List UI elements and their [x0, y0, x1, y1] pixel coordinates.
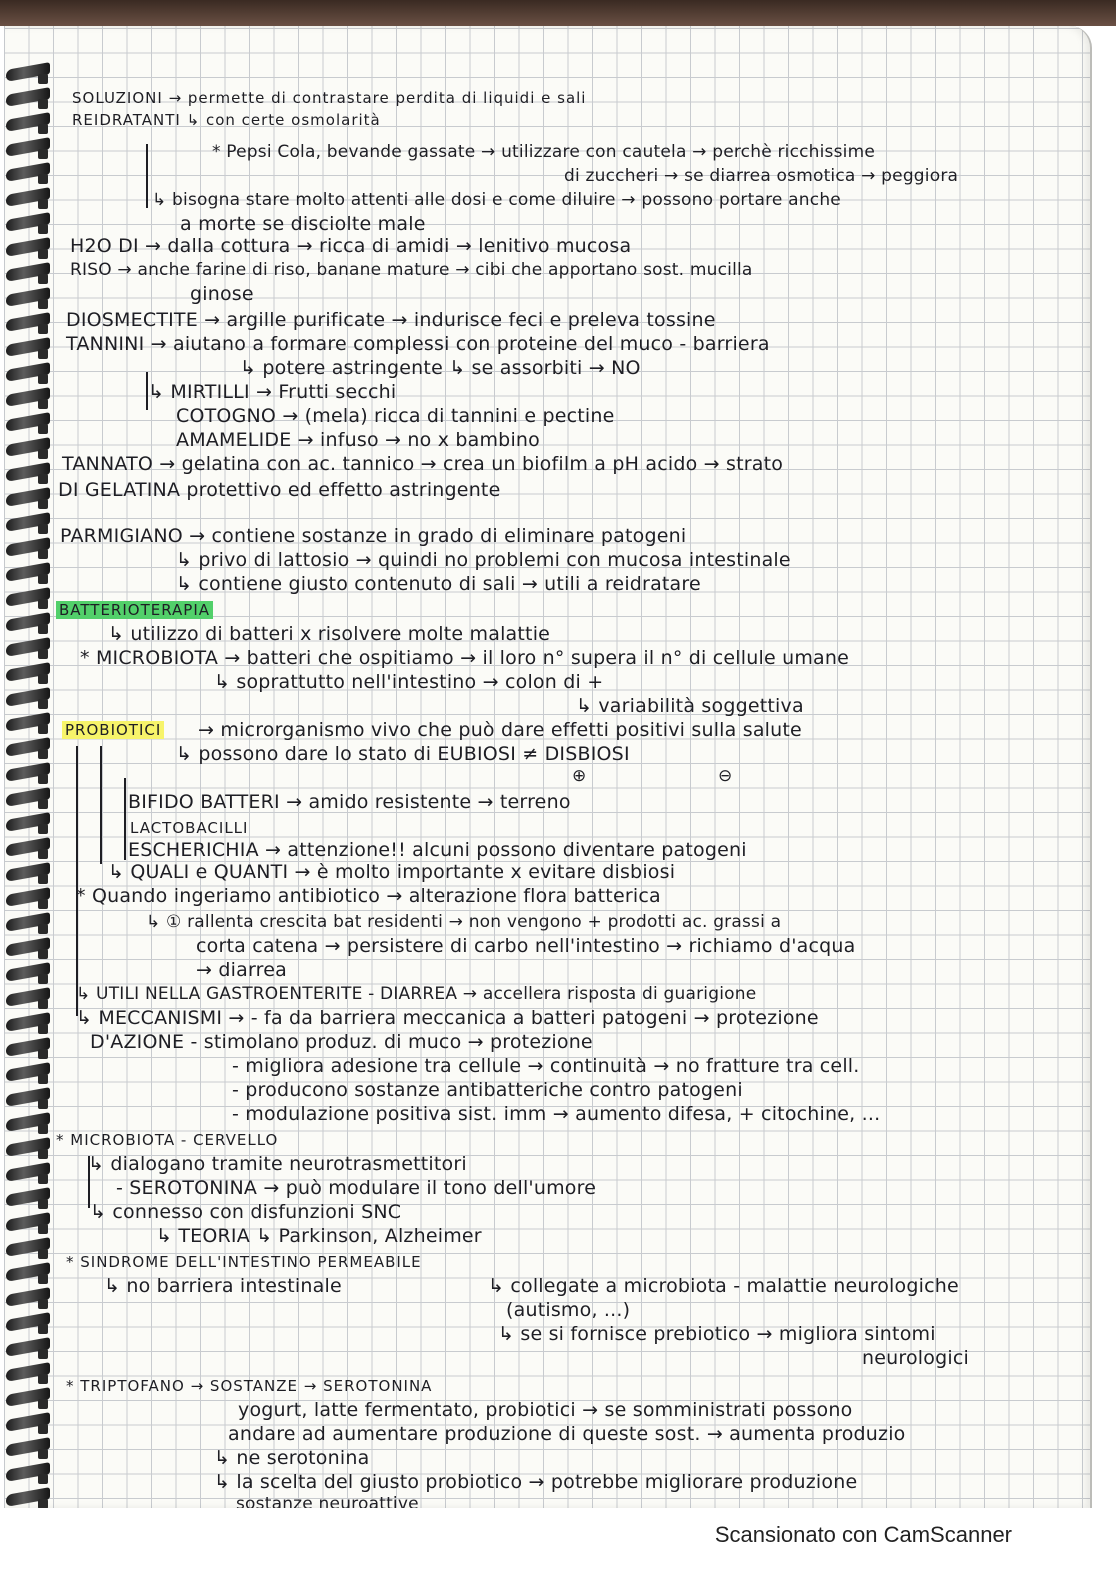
- bracket-line: [146, 144, 148, 208]
- note-line: ESCHERICHIA → attenzione!! alcuni possono diventare patogeni: [128, 839, 747, 861]
- note-line: ↳ bisogna stare molto attenti alle dosi e come diluire → possono portare anche: [152, 190, 841, 210]
- binding-hole: [38, 999, 48, 1009]
- note-line: REIDRATANTI ↳ con certe osmolarità: [72, 111, 381, 129]
- scanner-watermark: Scansionato con CamScanner: [714, 1522, 1012, 1547]
- binding-hole: [38, 799, 48, 809]
- note-line: andare ad aumentare produzione di queste sost. → aumenta produzio: [228, 1423, 906, 1445]
- note-line: ↳ la scelta del giusto probiotico → potrebbe migliorare produzione: [214, 1471, 858, 1493]
- binding-hole: [38, 474, 48, 484]
- binding-hole: [38, 774, 48, 784]
- note-line: RISO → anche farine di riso, banane mature → cibi che apportano sost. mucilla: [70, 260, 753, 280]
- note-line: DIOSMECTITE → argille purificate → indurisce feci e preleva tossine: [66, 309, 716, 331]
- note-line: ↳ variabilità soggettiva: [576, 695, 804, 717]
- note-line: ↳ dialogano tramite neurotrasmettitori: [88, 1153, 467, 1175]
- background-strip: [0, 0, 1116, 26]
- binding-hole: [38, 1274, 48, 1284]
- binding-hole: [38, 1199, 48, 1209]
- binding-hole: [38, 149, 48, 159]
- binding-hole: [38, 174, 48, 184]
- note-line: - migliora adesione tra cellule → continuità → no fratture tra cell.: [232, 1055, 860, 1077]
- binding-hole: [38, 824, 48, 834]
- binding-hole: [38, 699, 48, 709]
- binding-hole: [38, 1424, 48, 1434]
- notebook-paper: [4, 26, 1092, 1508]
- binding-hole: [38, 599, 48, 609]
- note-line: (autismo, ...): [506, 1299, 631, 1321]
- binding-hole: [38, 874, 48, 884]
- binding-hole: [38, 624, 48, 634]
- binding-hole: [38, 574, 48, 584]
- note-line: ↳ TEORIA ↳ Parkinson, Alzheimer: [156, 1225, 482, 1247]
- binding-hole: [38, 499, 48, 509]
- note-line: - producono sostanze antibatteriche contro patogeni: [232, 1079, 743, 1101]
- binding-hole: [38, 1399, 48, 1409]
- binding-hole: [38, 449, 48, 459]
- binding-hole: [38, 1249, 48, 1259]
- binding-hole: [38, 924, 48, 934]
- note-line: ↳ MIRTILLI → Frutti secchi: [148, 381, 397, 403]
- note-line: ↳ ① rallenta crescita bat residenti → non vengono + prodotti ac. grassi a: [146, 912, 782, 932]
- note-line: a morte se disciolte male: [180, 213, 426, 235]
- note-line: ↳ collegate a microbiota - malattie neurologiche: [488, 1275, 959, 1297]
- binding-hole: [38, 299, 48, 309]
- note-line: ↳ ne serotonina: [214, 1447, 370, 1469]
- binding-hole: [38, 649, 48, 659]
- plus-symbol: ⊕: [572, 766, 587, 786]
- binding-hole: [38, 199, 48, 209]
- note-line: * MICROBIOTA - CERVELLO: [56, 1131, 279, 1149]
- binding-hole: [38, 1224, 48, 1234]
- binding-hole: [38, 1474, 48, 1484]
- note-line: BIFIDO BATTERI → amido resistente → terreno: [128, 791, 571, 813]
- note-line: * SINDROME DELL'INTESTINO PERMEABILE: [66, 1253, 422, 1271]
- note-line: ↳ possono dare lo stato di EUBIOSI ≠ DISBIOSI: [176, 743, 630, 765]
- binding-hole: [38, 1024, 48, 1034]
- note-line: ↳ privo di lattosio → quindi no problemi con mucosa intestinale: [176, 549, 791, 571]
- note-line: yogurt, latte fermentato, probiotici → se somministrati possono: [238, 1399, 853, 1421]
- note-line: → microrganismo vivo che può dare effetti positivi sulla salute: [198, 719, 802, 741]
- binding-hole: [38, 349, 48, 359]
- binding-hole: [38, 1099, 48, 1109]
- binding-hole: [38, 974, 48, 984]
- binding-hole: [38, 1499, 48, 1508]
- note-line: ↳ potere astringente ↳ se assorbiti → NO: [240, 357, 641, 379]
- note-line: neurologici: [862, 1347, 969, 1369]
- note-line: ↳ UTILI NELLA GASTROENTERITE - DIARREA → accellera risposta di guarigione: [76, 984, 757, 1004]
- note-line: - modulazione positiva sist. imm → aumento difesa, + citochine, ...: [232, 1103, 881, 1125]
- note-line: ↳ QUALI e QUANTI → è molto importante x evitare disbiosi: [108, 861, 676, 883]
- note-line: * Pepsi Cola, bevande gassate → utilizzare con cautela → perchè ricchissime: [212, 142, 876, 162]
- note-line: H2O DI → dalla cottura → ricca di amidi → lenitivo mucosa: [70, 235, 632, 257]
- binding-hole: [38, 1374, 48, 1384]
- note-line: corta catena → persistere di carbo nell'intestino → richiamo d'acqua: [196, 935, 856, 957]
- highlighted-heading: PROBIOTICI: [62, 721, 164, 739]
- note-line: D'AZIONE - stimolano produz. di muco → protezione: [90, 1031, 593, 1053]
- binding-hole: [38, 1349, 48, 1359]
- binding-hole: [38, 1324, 48, 1334]
- binding-hole: [38, 324, 48, 334]
- note-line: di zuccheri → se diarrea osmotica → peggiora: [564, 166, 959, 186]
- binding-hole: [38, 124, 48, 134]
- note-line: COTOGNO → (mela) ricca di tannini e pectine: [176, 405, 615, 427]
- binding-hole: [38, 374, 48, 384]
- note-line: * MICROBIOTA → batteri che ospitiamo → il loro n° supera il n° di cellule umane: [80, 647, 850, 669]
- bracket-line: [100, 746, 102, 864]
- note-line: TANNINI → aiutano a formare complessi con proteine del muco - barriera: [66, 333, 770, 355]
- binding-hole: [38, 899, 48, 909]
- binding-hole: [38, 224, 48, 234]
- note-line: ↳ utilizzo di batteri x risolvere molte malattie: [108, 623, 551, 645]
- handwritten-notes: [56, 82, 1090, 1508]
- note-line: * Quando ingeriamo antibiotico → alterazione flora batterica: [76, 885, 661, 907]
- note-line: ↳ contiene giusto contenuto di sali → utili a reidratare: [176, 573, 701, 595]
- note-line: DI GELATINA protettivo ed effetto astringente: [58, 479, 501, 501]
- binding-hole: [38, 849, 48, 859]
- highlighted-heading: BATTERIOTERAPIA: [56, 601, 213, 619]
- binding-hole: [38, 274, 48, 284]
- binding-hole: [38, 1299, 48, 1309]
- binding-hole: [38, 1049, 48, 1059]
- note-line: PARMIGIANO → contiene sostanze in grado di eliminare patogeni: [60, 525, 687, 547]
- binding-hole: [38, 724, 48, 734]
- minus-symbol: ⊖: [718, 766, 733, 786]
- note-line: ↳ MECCANISMI → - fa da barriera meccanica a batteri patogeni → protezione: [76, 1007, 819, 1029]
- binding-hole: [38, 949, 48, 959]
- note-line: AMAMELIDE → infuso → no x bambino: [176, 429, 540, 451]
- binding-hole: [38, 424, 48, 434]
- note-line: LACTOBACILLI: [130, 819, 249, 837]
- binding-hole: [38, 524, 48, 534]
- note-line: * TRIPTOFANO → SOSTANZE → SEROTONINA: [66, 1377, 433, 1395]
- binding-hole: [38, 74, 48, 84]
- binding-hole: [38, 749, 48, 759]
- note-line: ↳ connesso con disfunzioni SNC: [90, 1201, 402, 1223]
- section-heading: [56, 598, 213, 622]
- note-line: SOLUZIONI → permette di contrastare perdita di liquidi e sali: [72, 89, 587, 107]
- note-line: ↳ se si fornisce prebiotico → migliora sintomi: [498, 1323, 936, 1345]
- binding-hole: [38, 1449, 48, 1459]
- binding-hole: [38, 99, 48, 109]
- binding-hole: [38, 249, 48, 259]
- binding-hole: [38, 1174, 48, 1184]
- note-line: ginose: [190, 283, 254, 305]
- section-heading: [62, 718, 164, 742]
- note-line: sostanze neuroattive: [236, 1494, 419, 1508]
- spiral-binding: [4, 66, 56, 1508]
- binding-hole: [38, 674, 48, 684]
- note-line: TANNATO → gelatina con ac. tannico → crea un biofilm a pH acido → strato: [62, 453, 784, 475]
- binding-hole: [38, 1149, 48, 1159]
- binding-hole: [38, 1124, 48, 1134]
- binding-hole: [38, 549, 48, 559]
- note-line: ↳ no barriera intestinale: [104, 1275, 342, 1297]
- binding-hole: [38, 399, 48, 409]
- bracket-line: [124, 778, 126, 860]
- bracket-line: [76, 746, 78, 1016]
- note-line: - SEROTONINA → può modulare il tono dell'umore: [116, 1177, 597, 1199]
- binding-hole: [38, 1074, 48, 1084]
- note-line: → diarrea: [196, 959, 287, 981]
- note-line: ↳ soprattutto nell'intestino → colon di +: [214, 671, 604, 693]
